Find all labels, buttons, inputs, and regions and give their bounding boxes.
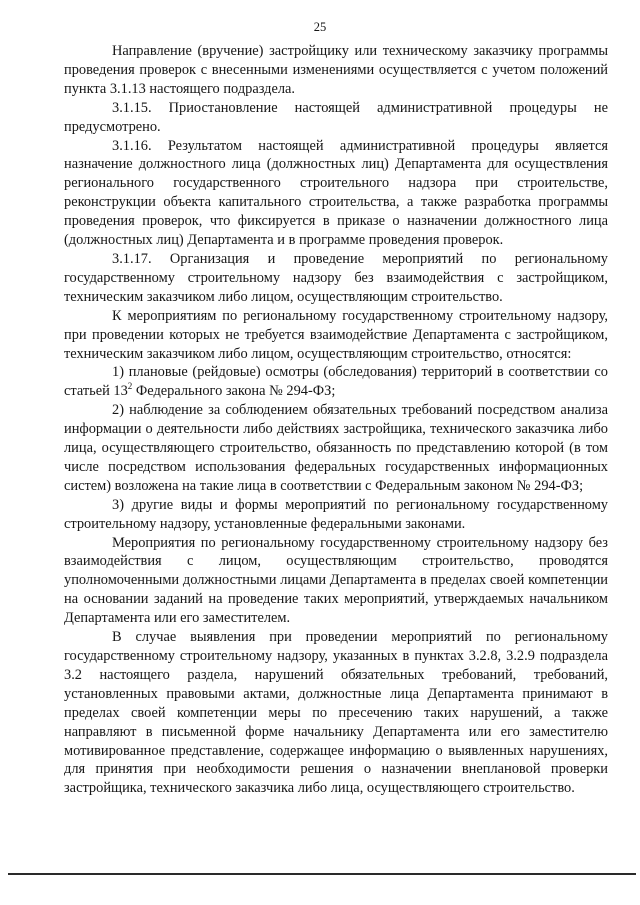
document-body [64, 42, 608, 798]
paragraph-3-1-16: 3.1.16. Результатом настоящей административной процедуры является назначение должностного лица (должностных лиц) Департамента для осуществления регионального государственного строительного надзора при строительстве, реконструкции объекта капитального строительства, а также разработка программы проведения проверок, что фиксируется в приказе о назначении должностного лица (должностных лиц) Департамента и в программе проведения проверок. [64, 137, 608, 249]
paragraph-violations-detected: В случае выявления при проведении мероприятий по региональному государственному строительному надзору, указанных в пунктах 3.2.8, 3.2.9 подраздела 3.2 настоящего раздела, нарушений обязательных требований, требований, установленных правовыми актами, должностные лица Департамента принимают в пределах своей компетенции меры по пресечению таких нарушений, а также направляют в письменной форме начальнику Департамента или его заместителю мотивированное представление, содержащее информацию о выявленных нарушениях, для принятия при необходимости решения о назначении внеплановой проверки застройщика, технического заказчика либо лица, осуществляющего строительство. [64, 629, 608, 797]
paragraph-3-1-17: 3.1.17. Организация и проведение мероприятий по региональному государственному строительному надзору без взаимодействия с застройщиком, техническим заказчиком либо лицом, осуществляющим строительство. [64, 250, 608, 305]
footer-divider [8, 873, 636, 875]
list-item-1-text-end: Федерального закона № 294-ФЗ; [132, 383, 336, 400]
paragraph-measures-without-interaction: Мероприятия по региональному государственному строительному надзору без взаимодействия с лицом, осуществляющим строительство, проводятся уполномоченными должностными лицами Департамента в пределах своей компетенции на основании заданий на проведение таких мероприятий, утверждаемых начальником Департамента или его заместителем. [64, 534, 608, 627]
page-number: 25 [313, 20, 327, 34]
list-item-2: 2) наблюдение за соблюдением обязательных требований посредством анализа информации о деятельности либо действиях застройщика, технического заказчика либо лица, осуществляющего строительство, обязанность по представлению которой (в том числе посредством использования федеральных государственных информационных систем) возложена на такие лица в соответствии с Федеральным законом № 294-ФЗ; [64, 402, 608, 494]
list-item-1 [64, 363, 608, 401]
list-item-1-superscript: 2 [127, 381, 133, 392]
list-item-3: 3) другие виды и формы мероприятий по региональному государственному строительному надзору, установленные федеральными законами. [64, 496, 608, 532]
paragraph-program-delivery: Направление (вручение) застройщику или техническому заказчику программы проведения проверок с внесенными изменениями осуществляется с учетом положений пункта 3.1.13 настоящего подраздела. [64, 43, 608, 97]
paragraph-3-1-15: 3.1.15. Приостановление настоящей административной процедуры не предусмотрено. [64, 99, 608, 135]
list-item-1-text: 1) плановые (рейдовые) осмотры (обследования) территорий в соответствии со статьей 13 [64, 364, 608, 400]
paragraph-measures-list-intro: К мероприятиям по региональному государственному строительному надзору, при проведении которых не требуется взаимодействие Департамента с застройщиком, техническим заказчиком либо лицом, осуществляющим строительство, относятся: [64, 307, 608, 362]
